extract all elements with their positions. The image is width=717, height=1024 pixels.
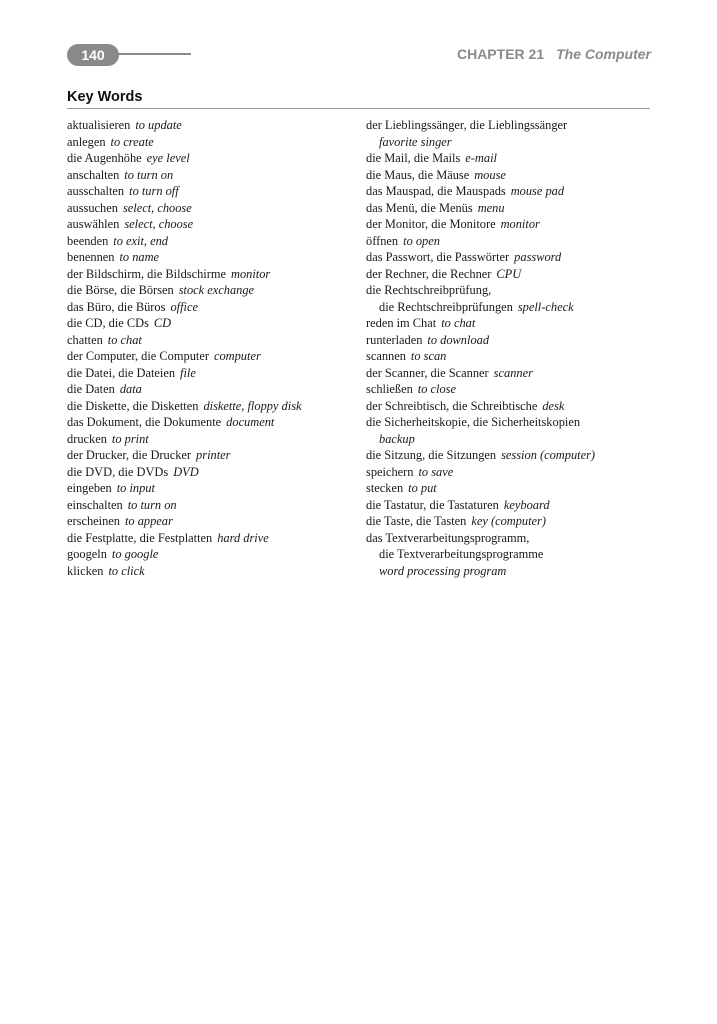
vocab-term: drucken [67, 431, 107, 446]
vocab-gloss: to chat [107, 332, 142, 347]
chapter-title: The Computer [556, 46, 651, 62]
vocab-gloss: to download [427, 332, 490, 347]
vocab-term: reden im Chat [366, 316, 437, 330]
section-title: Key Words [67, 89, 143, 105]
vocab-gloss: to name [119, 250, 160, 264]
vocab-term: die Sicherheitskopie, die Sicherheitskopien [366, 415, 581, 429]
vocab-gloss: computer [213, 349, 261, 363]
vocab-term: der Computer, die Computer [67, 349, 209, 363]
vocab-entry [67, 150, 357, 167]
vocab-term: das Textverarbeitungsprogramm, [366, 530, 530, 545]
vocab-term: öffnen [366, 233, 399, 248]
vocab-entry [366, 464, 656, 481]
vocab-gloss: select, choose [122, 200, 192, 215]
vocab-gloss: desk [542, 398, 565, 413]
vocab-term: die Datei, die Dateien [67, 365, 176, 380]
vocab-entry [67, 398, 357, 415]
vocab-entry [67, 134, 357, 151]
vocab-term: die Rechtschreibprüfungen [379, 299, 513, 314]
vocab-entry [366, 233, 656, 250]
vocab-entry [366, 447, 656, 464]
vocab-gloss: document [226, 415, 275, 429]
vocab-entry [67, 249, 357, 266]
vocab-gloss: printer [196, 448, 231, 462]
vocab-entry [67, 167, 357, 184]
chapter-label: CHAPTER 21 [456, 46, 545, 62]
vocab-entry [67, 497, 357, 514]
vocab-term: die Tastatur, die Tastaturen [366, 497, 499, 512]
vocab-gloss: session (computer) [501, 448, 596, 462]
vocab-term: erscheinen [67, 514, 120, 528]
vocab-term: scannen [366, 349, 406, 363]
vocab-entry [67, 480, 357, 497]
vocab-entry [67, 200, 357, 217]
vocab-column-right [366, 117, 656, 579]
vocab-gloss: to turn on [127, 497, 177, 512]
vocab-gloss: to exit, end [113, 233, 168, 248]
vocab-term: die Maus, die Mäuse [366, 167, 470, 182]
vocab-term: runterladen [366, 332, 423, 347]
vocab-entry [67, 299, 357, 316]
vocab-entry [366, 249, 656, 266]
vocab-gloss: stock exchange [178, 283, 255, 297]
vocab-entry [366, 332, 656, 349]
vocab-entry [67, 348, 357, 365]
vocab-gloss: file [180, 365, 196, 380]
vocab-gloss: to put [408, 481, 437, 495]
vocab-gloss: to appear [124, 514, 173, 528]
vocab-entry [366, 513, 656, 530]
vocab-gloss: menu [477, 200, 505, 215]
vocab-gloss: to create [110, 134, 154, 149]
vocab-gloss: to google [111, 547, 159, 561]
vocab-entry [366, 480, 656, 497]
vocab-gloss: to chat [441, 316, 476, 330]
vocab-gloss: DVD [173, 464, 199, 479]
vocab-entry [366, 381, 656, 398]
vocab-gloss: mouse pad [510, 184, 565, 198]
vocab-term: anlegen [67, 134, 106, 149]
vocab-gloss: word processing program [379, 563, 507, 578]
vocab-column-left [67, 117, 357, 579]
vocab-gloss: to save [418, 464, 454, 479]
vocab-entry [67, 431, 357, 448]
vocab-gloss: eye level [146, 151, 190, 165]
vocab-gloss: favorite singer [379, 134, 452, 149]
vocab-entry [67, 464, 357, 481]
vocab-entry [366, 183, 656, 200]
vocab-term: die Augenhöhe [67, 151, 142, 165]
vocab-gloss: to turn on [124, 167, 174, 182]
vocab-gloss: CPU [496, 266, 522, 281]
vocab-entry [366, 167, 656, 184]
header-divider [115, 53, 191, 55]
vocab-term: stecken [366, 481, 404, 495]
vocab-entry [366, 150, 656, 167]
vocab-gloss: to input [116, 481, 155, 495]
vocab-entry [67, 233, 357, 250]
vocab-gloss: key (computer) [471, 514, 547, 528]
vocab-term: schließen [366, 382, 413, 396]
page-number-badge: 140 [67, 44, 119, 66]
vocab-entry [366, 546, 656, 563]
vocab-term: speichern [366, 464, 414, 479]
vocab-term: die Daten [67, 382, 115, 396]
vocab-entry [366, 315, 656, 332]
vocab-term: die Mail, die Mails [366, 151, 461, 165]
vocab-entry [67, 414, 357, 431]
vocab-term: die Textverarbeitungsprogramme [379, 547, 544, 561]
vocab-gloss: monitor [500, 217, 540, 231]
vocab-gloss: monitor [231, 266, 271, 281]
vocab-entry [67, 216, 357, 233]
chapter-heading [457, 46, 651, 62]
vocab-gloss: to print [111, 431, 149, 446]
vocab-gloss: keyboard [503, 497, 550, 512]
vocab-gloss: select, choose [124, 217, 194, 231]
vocab-gloss: scanner [493, 365, 533, 380]
vocab-gloss: to close [417, 382, 456, 396]
vocab-term: der Monitor, die Monitore [366, 217, 496, 231]
vocab-gloss: backup [379, 431, 415, 446]
vocab-term: auswählen [67, 217, 120, 231]
vocab-term: der Scanner, die Scanner [366, 365, 489, 380]
vocab-gloss: diskette, floppy disk [203, 398, 302, 413]
vocab-entry [67, 266, 357, 283]
vocab-term: die Diskette, die Disketten [67, 398, 199, 413]
vocab-term: die DVD, die DVDs [67, 464, 169, 479]
vocab-entry [67, 365, 357, 382]
vocab-entry [67, 282, 357, 299]
vocab-term: die Sitzung, die Sitzungen [366, 448, 497, 462]
vocab-term: aussuchen [67, 200, 118, 215]
vocab-entry [366, 431, 656, 448]
vocab-term: ausschalten [67, 184, 125, 198]
vocab-entry [366, 530, 656, 547]
vocab-term: die CD, die CDs [67, 316, 149, 330]
vocab-term: die Taste, die Tasten [366, 514, 467, 528]
vocab-term: der Lieblingssänger, die Lieblingssänger [366, 118, 568, 132]
vocab-entry [366, 216, 656, 233]
vocab-entry [67, 530, 357, 547]
vocab-term: der Schreibtisch, die Schreibtische [366, 398, 538, 413]
vocab-gloss: to scan [410, 349, 447, 363]
vocab-term: das Büro, die Büros [67, 299, 166, 314]
vocab-term: benennen [67, 250, 115, 264]
vocab-term: die Rechtschreibprüfung, [366, 283, 492, 297]
vocab-gloss: spell-check [517, 299, 574, 314]
vocab-entry [366, 414, 656, 431]
vocab-entry [366, 398, 656, 415]
vocab-entry [366, 200, 656, 217]
vocab-gloss: to update [135, 118, 182, 132]
vocab-entry [67, 447, 357, 464]
vocab-entry [366, 497, 656, 514]
vocab-term: beenden [67, 233, 109, 248]
vocab-term: eingeben [67, 481, 112, 495]
vocab-term: die Festplatte, die Festplatten [67, 530, 213, 545]
vocab-entry [67, 513, 357, 530]
vocab-term: aktualisieren [67, 118, 131, 132]
vocab-term: anschalten [67, 167, 120, 182]
vocab-term: das Dokument, die Dokumente [67, 415, 222, 429]
vocab-term: chatten [67, 332, 103, 347]
section-divider [67, 108, 650, 109]
vocab-gloss: mouse [474, 167, 506, 182]
vocab-gloss: office [170, 299, 198, 314]
vocab-gloss: CD [153, 316, 172, 330]
vocab-entry [67, 332, 357, 349]
vocab-term: der Bildschirm, die Bildschirme [67, 266, 226, 281]
vocab-term: googeln [67, 547, 107, 561]
vocab-entry [366, 266, 656, 283]
vocab-entry [366, 299, 656, 316]
vocab-entry [67, 563, 357, 580]
vocab-term: einschalten [67, 497, 123, 512]
vocab-entry [67, 546, 357, 563]
vocab-entry [366, 348, 656, 365]
vocab-entry [67, 315, 357, 332]
vocab-term: das Passwort, die Passwörter [366, 250, 510, 264]
vocab-gloss: hard drive [217, 530, 269, 545]
vocab-entry [67, 117, 357, 134]
vocab-term: der Rechner, die Rechner [366, 266, 492, 281]
vocab-gloss: to click [108, 563, 145, 578]
vocab-term: das Menü, die Menüs [366, 200, 473, 215]
vocab-entry [366, 282, 656, 299]
vocab-gloss: to open [403, 233, 440, 248]
vocab-entry [366, 117, 656, 134]
vocab-gloss: e-mail [465, 151, 497, 165]
vocab-term: das Mauspad, die Mauspads [366, 184, 506, 198]
vocab-gloss: password [514, 250, 562, 264]
vocab-term: der Drucker, die Drucker [67, 448, 192, 462]
vocab-entry [366, 134, 656, 151]
vocab-entry [67, 183, 357, 200]
vocab-term: die Börse, die Börsen [67, 283, 174, 297]
vocab-gloss: data [119, 382, 142, 396]
vocab-entry [366, 365, 656, 382]
vocab-entry [366, 563, 656, 580]
vocab-entry [67, 381, 357, 398]
vocab-term: klicken [67, 563, 104, 578]
vocab-gloss: to turn off [129, 184, 179, 198]
